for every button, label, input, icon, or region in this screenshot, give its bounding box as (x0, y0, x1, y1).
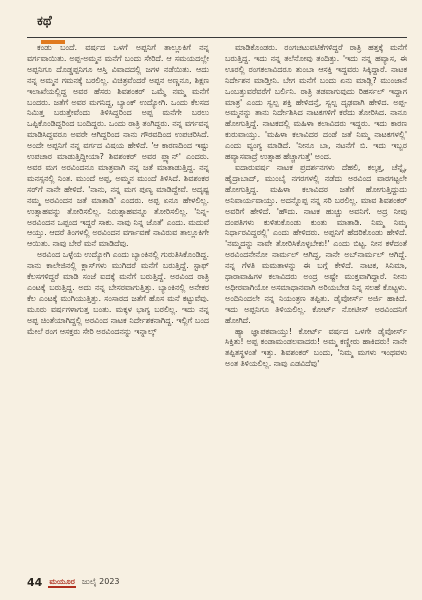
paragraph: ಅರವಿಂದ ಒಳ್ಳೆಯ ಉದ್ಯೋಗಿ ಎಂದು ಬ್ಯಾಂಕಿನಲ್ಲಿ ಗುರುತಿಸಿಕೊಂಡಿದ್ದ. ನಾನು ಕಾಲೇಜಿನಲ್ಲಿ ಕ್ಲಾಸ್‌ಗಳು ಮುಗಿದರೆ ಮನೆಗೆ ಬರುತ್ತಿದ್ದೆ. ಸ್ಟಾಫ್ ಕೆಲಸಗಳಿದ್ದರೆ ಮಾಡಿ ಸಂಜೆ ಐದಕ್ಕೆ ಮನೆಗೆ ಬರುತ್ತಿದ್ದೆ. ಅರವಿಂದ ರಾತ್ರಿ ಎಂಟಕ್ಕೆ ಬರುತ್ತಿದ್ದ. ಅದು ನನ್ನ ಬೇಸರವಾಗುತ್ತಿತ್ತು. ಬ್ಯಾಂಕಿನಲ್ಲಿ ಅನೇಕರ ಕೆಲ ಎಂಟಕ್ಕೆ ಮುಗಿಯುತ್ತಿತ್ತು. ಸಂಸಾರದ ಜತೆಗೆ ಹೊಸ ಮನೆ ಕಟ್ಟುವೆವು. ಮೂರು ವರ್ಷಗಳಾಗುತ್ತ ಬಂತು. ಮಕ್ಕಳ ಭಾಗ್ಯ ಬರಲಿಲ್ಲ. ಇದು ನನ್ನ ಅಪ್ಪ ಚಿಂತೆಯಾಗಿದ್ದಲ್ಲಿ ಅರವಿಂದ ನಾಟಕ ನಿರ್ದೇಶಕನಾಗಿದ್ದ. ಇಲ್ಲಿಗೆ ಬಂದ ಮೇಲೆ ರಂಗ ಆಸಕ್ತರು ಸೇರಿ ಅರವಿಂದನನ್ನು ಇನ್ನಾಲ್ಕ್ (27, 249, 209, 336)
column-right (225, 42, 407, 542)
magazine-logo: ಮಯೂರ (49, 576, 75, 586)
page-number: 44 (27, 575, 43, 589)
header-rule (27, 37, 407, 38)
paragraph: ಐದಾರುವರ್ಷ ನಾಟಕ ಪ್ರದರ್ಶನಗಳು ದೆಹಲಿ, ಕಲ್ಕತ್ತ, ಚೆನ್ನೈ, ಹೈದ್ರಾಬಾದ್, ಮುಂಬೈ ನಗರಗಳಲ್ಲಿ ನಡೆದು ಅರವಿಂದ ವಾರಗಟ್ಟಲೇ ಹೋಗುತ್ತಿದ್ದ. ಮಹಿಳಾ ಕಲಾವಿದರ ಜತೆಗೆ ಹೋಗುತ್ತಿದ್ದುದು ಅನಿವಾರ್ಯವಾಯ್ತು. ಅದನ್ನೊಪ್ಪ ನನ್ನ ಸರಿ ಬರಲಿಲ್ಲ. ಮಾವ ಶಿವಶಂಕರ್ ಅವರಿಗೆ ಹೇಳಿದೆ. 'ಹೌದು. ನಾಟಕ ಹುಚ್ಚು ಅವನಿಗೆ. ಅದ್ರ ನೀವು ದಂಪತಿಗಳು ಕುಳಿತುಕೊಂಡು ಕುಂತು ಮಾತಾಡಿ. ನಿಮ್ಮ ನಿಮ್ಮ ನಿರ್ಧಾರವಿದ್ದರಲ್ಲಿ' ಎಂದು ಹೇಳಿದರು. ಅಪ್ಪನಿಗೆ ಹೆದರಿಕೊಂಡು ಹೇಳಿದೆ. 'ನಮ್ಮದನ್ನು ನಾವೇ ತೋರಿಸಿಕೊಳ್ಳಬೇಕು!' ಎಂದು ಬಿಟ್ಟ. ನೀನ ಕಳೆದಂತೆ ಅರವಿಂದನೇನೋ ನಾರ್ಮಲ್ ಆಗಿದ್ದ, ನಾನೇ ಅಬ್‌ನಾರ್ಮಲ್ ಆಗಿದ್ದೆ. ನನ್ನ ಗೆಳತಿ ಮಮತಾಳನ್ನು ಈ ಬಗ್ಗೆ ಕೇಳಿದೆ. ನಾಟಕ, ಸಿನಿಮಾ, ಧಾರಾವಾಹಿಗಳ ಕಲಾವಿದರು ಅಂದ್ರ ಅಷ್ಟೇ ಮುಕ್ತವಾಗಿದ್ದಾರೆ. ನೀನು ಅಧೀರವಾಗಿಯೋ ಅಸಮಾಧಾನವಾಗಿ ಅರಿಯಬೇಡ ನಿನ್ನ ಸಲಹೆ ಕೊಟ್ಟಳು. ಅಂದಿನಿಂದಲೇ ನನ್ನ ನಿಯಂತ್ರಣ ತಪ್ಪಿತು. ಡೈವೋರ್ಸ್ ಅರ್ಜಿ ಹಾಕಿದೆ. ಇದು ಅಪ್ಪನಿಗೂ ತಿಳಿಯಲಿಲ್ಲ. ಕೋರ್ಟ್ ನೋಟೀಸ್ ಅರವಿಂದನಿಗೆ ಹೋಗಿದೆ. (225, 161, 407, 325)
page-footer (27, 575, 407, 589)
section-label: ಕಥೆ (37, 14, 52, 29)
paragraph: ಕಂಡು ಬಂದೆ. ವರ್ಷದ ಒಳಗೆ ಅಪ್ಪನಿಗೆ ತಾಲ್ಲೂಕಿಗೆ ನನ್ನ ವರ್ಗವಾಯಿತು. ಅಪ್ಪ-ಅಮ್ಮನ ಮನೆಗೆ ಬಂದು ಸೇರಿದೆ. ಆ ಸಮಯದಲ್ಲೇ ಅಪ್ಪನಿಗೂ ದೊಡ್ಡಪ್ಪನಿಗೂ ಆಸ್ತಿ ವಿವಾದದಲ್ಲಿ ಜಗಳ ನಡೆಯಿತು. ಆದು ನನ್ನ ಅಮ್ಮನ ಗಮನಕ್ಕೆ ಬರಲಿಲ್ಲ. ವಿಚಿತ್ರವೆಂದರೆ ಅಪ್ಪನ ಅಣ್ಣನೂ, ಶಿಕ್ಷಣ ಇಲಾಖೆಯಲ್ಲಿದ್ದ ಅವರ ಹೆಸರು ಶಿವಶಂಕರ್ ಒಮ್ಮೆ ನಮ್ಮ ಮನೆಗೆ ಬಂದರು. ಜತೆಗೆ ಅವರ ಮಗನಿದ್ದ, ಬ್ಯಾಂಕ್ ಉದ್ಯೋಗಿ. ಒಂದು ಕೆಲಸದ ನಿಮಿತ್ತ ಬರುತ್ತೇವೆಂದು ತಿಳಿಸಿದ್ದರಿಂದ ಅಪ್ಪ ಮನೆಗೇ ಬರಲು ಒಪ್ಪಿಕೊಂಡಿದ್ದರಿಂದ ಬಂದಿದ್ದರು. ಒಂದು ರಾತ್ರಿ ತಂಗಿದ್ದರು. ನನ್ನ ವರ್ಗವನ್ನ ಮಾಡಿಸಿದ್ದವರೂ ಅವರೇ ಆಗಿದ್ದರಿಂದ ನಾನು ಗೌರವದಿಂದ ಉಪಚರಿಸಿದೆ. ಅಂದೇ ಅಪ್ಪನಿಗೆ ನನ್ನ ವರ್ಗದ ವಿಷಯ ಹೇಳಿದೆ. 'ಆ ಕಾರಣದಿಂದ ಇಷ್ಟು ಉಪಚಾರ ಮಾಡುತ್ತಿದ್ದೀಯಾ? ಶಿವಶಂಕರ್ ಅವರ ಪ್ಲ್ಯಾನ್' ಎಂದರು. ಅವರ ಮಗ ಅರವಿಂದನೂ ಮಾತ್ರವಾಗಿ ನನ್ನ ಜತೆ ಮಾತಾಡುತ್ತಿದ್ದ. ನನ್ನ ಮನಸ್ಸನಲ್ಲಿ ನಿಂತ. ಮುಂದೆ ಅಪ್ಪ, ಅಮ್ಮನ ಮುಂದೆ ತಿಳಿಸಿದೆ. ಶಿವಶಂಕರ ಸರ್‌ಗೆ ನಾನೇ ಹೇಳಿದೆ. 'ನಾನು, ನನ್ನ ಮಗ ಪುಣ್ಯ ಮಾಡಿದ್ದೇವೆ. ಅದೃಷ್ಟ ನಮ್ಮ ಅರವಿಂದನ ಜತೆ ಮಾತಾಡಿ' ಎಂದರು. ಅಪ್ಪ ಏನೂ ಹೇಳಲಿಲ್ಲ. ಉತ್ಸಾಹವನ್ನು ತೋರಿಸಲಿಲ್ಲ. ನಿರುತ್ಸಾಹವನ್ನೂ ತೋರಿಸಲಿಲ್ಲ. 'ನಿನ್ನ-ಅರವಿಂದನ ಒಪ್ಪಂದ ಇದ್ದರೆ ಸಾಕು. ನಾವು ನಿನ್ನ ಜೊತೆ' ಎಂದು. ಮದುವೆ ಆಯ್ತು. ಆದರೆ ತಿಂಗಳಲ್ಲಿ ಅರವಿಂದನ ವರ್ಗಾವಣೆ ನಾವಿರುವ ತಾಲ್ಲೂಕಿಗೇ ಆಯಿತು. ನಾವು ಬೇರೆ ಮನೆ ಮಾಡಿದೆವು. (27, 42, 209, 249)
paragraph: ಹ್ಯಾ ಜ್ಞಾಪಕವಾಯ್ತು! ಕೋರ್ಟ್ ವರ್ಷದ ಒಳಗೇ ಡೈವೋರ್ಸ್ ಸಿಕ್ತಿತು! ಅಪ್ಪ ಕಂಡಾಮಂಡಲವಾದರು! ಅಮ್ಮ ಕಣ್ಣೀರು ಹಾಕಿದರು! ನಾನೇ ತಪ್ಪಿತಸ್ಥಳಂತೆ ಇತ್ತು. ಶಿವಶಂಕರ್ ಬಂದು, 'ನಿಮ್ಮ ಮಗಳು ಇಂಥವಳು ಅಂತ ತಿಳಿಯಲಿಲ್ಲ. ನಾವು ಎಡವಿದೆವು' (225, 325, 407, 369)
page-header (27, 10, 407, 36)
article-body (27, 42, 407, 542)
issue-date: ಜುಲೈ 2023 (81, 577, 120, 586)
paragraph: ಮಾಡಿಕೊಂಡರು. ರಂಗಚಟುವಟಿಕೆಗಳಿದ್ದರೆ ರಾತ್ರಿ ಹತ್ತಕ್ಕೆ ಮನೆಗೆ ಬರುತ್ತಿದ್ದ. ಇದು ನನ್ನ ತಲೆನೋವು ತಂದಿತ್ತು. 'ಇದು ನನ್ನ ಹವ್ಯಾಸ, ಈ ಊರಲ್ಲಿ ರಂಗಕಲಾವಿದರೂ ತುಂಬಾ ಆಸಕ್ತಿ ಇದ್ದವರು ಸಿಕ್ಕಿದ್ದಾರೆ. ನಾಟಕ ನಿರ್ದೇಶನ ಮಾಡ್ತೀನಿ. ಬೇಗ ಮನೆಗೆ ಬಂದು ಏನು ಮಾಡ್ಲಿ? ಮುಂಜಾನೆ ಒಂಬತ್ತುವರೆವರೆಗೆ ಬರ್ಲಿನಿ. ರಾತ್ರಿ ತಡವಾಗುವುದು ರಿಹರ್ಸಲ್ ಇದ್ದಾಗ ಮಾತ್ರ' ಎಂದು ಸ್ವಲ್ಪ ಶಕ್ತಿ ಹೇಳಿದನ್ತೆ, ಸ್ವಲ್ಪ ದೃಢವಾಗಿ ಹೇಳಿದ. ಅಪ್ಪ-ಅಮ್ಮನನ್ನು ತಾನು ನಿರ್ದೇಶಿಸಿದ ನಾಟಕಗಳಿಗೆ ಕರೆದು ತೋರಿಸಿದ. ನಾನೂ ಹೋಗುತ್ತಿದ್ದೆ. ನಾಟಕದಲ್ಲಿ ಮಹಿಳಾ ಕಲಾವಿದರು ಇದ್ದರು. ಇದು ಕಾರಣ ಕುರುವಾಯ್ತು. 'ಮಹಿಳಾ ಕಲಾವಿದರ ದಂಡೆ ಜತೆ ನಿಮ್ಮ ನಾಟಕಗಳಲ್ಲಿ' ಎಂದು ವ್ಯಂಗ್ಯ ಮಾಡಿದೆ. 'ನೀನೂ ಬಾ, ನಟನೆಗೆ ಬಿ. ಇದು ಇಬ್ಬರ ಹವ್ಯಾಸವಾದ್ರೆ ಉತ್ಸಾಹ ಹೆಚ್ಚಾಗುತ್ತೆ' ಅಂದ. (225, 42, 407, 162)
column-left (27, 42, 209, 542)
